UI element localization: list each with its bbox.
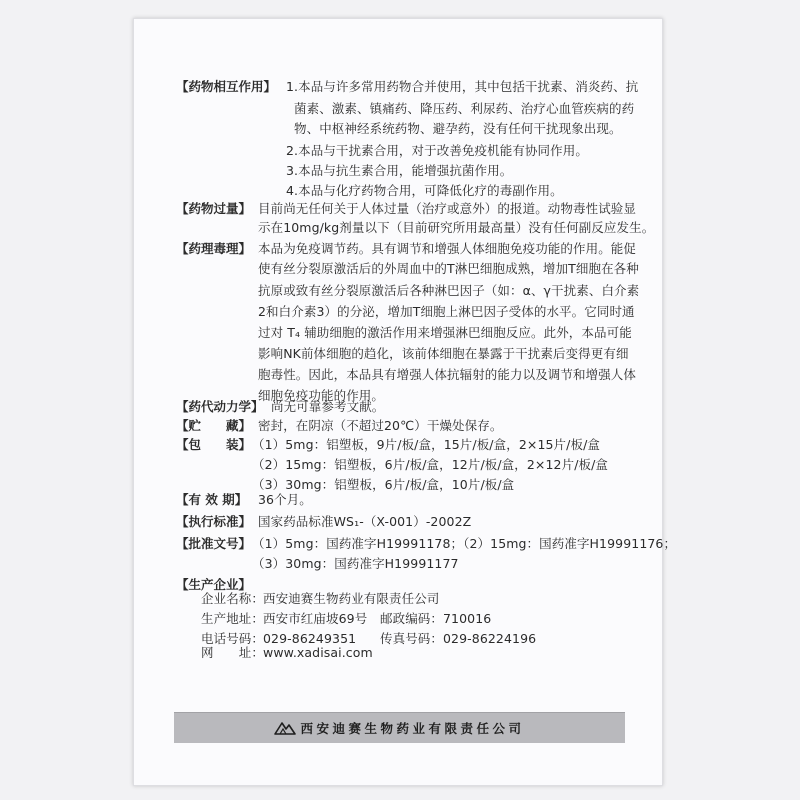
heading-packaging: 【包 装】 — [176, 437, 252, 452]
heading-validity: 【有 效 期】 — [176, 492, 248, 507]
fax-value: 029-86224196 — [443, 631, 537, 646]
company-name: 西安迪赛生物药业有限责任公司 — [263, 591, 440, 606]
interactions-line: 3.本品与抗生素合用，能增强抗菌作用。 — [286, 163, 513, 178]
heading-storage: 【贮 藏】 — [176, 418, 252, 433]
heading-standard: 【执行标准】 — [176, 514, 252, 529]
pharmacology-line: 过对 T₄ 辅助细胞的激活作用来增强淋巴细胞反应。此外，本品可能 — [258, 325, 632, 340]
interactions-line: 菌素、激素、镇痛药、降压药、利尿药、治疗心血管疾病的药 — [294, 101, 635, 116]
packaging-line: （3）30mg：铝塑板，6片/板/盒，10片/板/盒 — [252, 477, 515, 492]
pharmacokinetics-text: 尚无可靠参考文献。 — [271, 399, 385, 414]
packaging-line: （1）5mg：铝塑板，9片/板/盒，15片/板/盒，2×15片/板/盒 — [252, 437, 600, 452]
interactions-line: 物、中枢神经系统药物、避孕药，没有任何干扰现象出现。 — [294, 121, 622, 136]
heading-pharmacology: 【药理毒理】 — [176, 241, 252, 256]
address-value: 西安市红庙坡69号 — [263, 611, 368, 626]
mountain-logo-icon — [274, 721, 296, 735]
leaflet-page — [133, 18, 677, 786]
overdose-line: 目前尚无任何关于人体过量（治疗或意外）的报道。动物毒性试验显 — [258, 201, 637, 216]
packaging-line: （2）15mg：铝塑板，6片/板/盒，12片/板/盒，2×12片/板/盒 — [252, 457, 609, 472]
heading-drug-interactions: 【药物相互作用】 — [176, 79, 277, 94]
storage-text: 密封，在阴凉（不超过20℃）干燥处保存。 — [258, 418, 503, 433]
phone-label: 电话号码： — [201, 631, 265, 646]
heading-pharmacokinetics: 【药代动力学】 — [176, 399, 264, 414]
pharmacology-line: 胞毒性。因此，本品具有增强人体抗辐射的能力以及调节和增强人体 — [258, 367, 637, 382]
pharmacology-line: 抗原或致有丝分裂原激活后各种淋巴因子（如：α、γ干扰素、白介素 — [258, 283, 640, 298]
postcode-value: 710016 — [443, 611, 492, 626]
approval-line: （3）30mg：国药准字H19991177 — [252, 556, 459, 571]
pharmacology-line: 本品为免疫调节药。具有调节和增强人体细胞免疫功能的作用。能促 — [258, 241, 637, 256]
pharmacology-line: 细胞免疫功能的作用。 — [258, 388, 385, 403]
heading-overdose: 【药物过量】 — [176, 201, 252, 216]
fax-label: 传真号码： — [380, 631, 444, 646]
interactions-line: 4.本品与化疗药物合用，可降低化疗的毒副作用。 — [286, 183, 563, 198]
footer-company-bar — [174, 712, 625, 743]
postcode-label: 邮政编码： — [380, 611, 444, 626]
overdose-line: 示在10mg/kg剂量以下（目前研究所用最高量）没有任何副反应发生。 — [258, 220, 655, 235]
interactions-line: 2.本品与干扰素合用，对于改善免疫机能有协同作用。 — [286, 143, 588, 158]
pharmacology-line: 使有丝分裂原激活后的外周血中的T淋巴细胞成熟，增加T细胞在各种 — [258, 261, 639, 276]
company-label: 企业名称： — [201, 591, 265, 606]
validity-text: 36个月。 — [258, 492, 312, 507]
interactions-line: 1.本品与许多常用药物合并使用，其中包括干扰素、消炎药、抗 — [286, 79, 639, 94]
website-label: 网 址： — [201, 645, 265, 660]
address-label: 生产地址： — [201, 611, 265, 626]
phone-value: 029-86249351 — [263, 631, 357, 646]
footer-company-name: 西安迪赛生物药业有限责任公司 — [300, 721, 525, 736]
standard-text: 国家药品标准WS₁-（X-001）-2002Z — [258, 514, 472, 529]
website-value: www.xadisai.com — [263, 645, 373, 660]
pharmacology-line: 2和白介素3）的分泌，增加T细胞上淋巴因子受体的水平。它同时通 — [258, 304, 635, 319]
heading-approval: 【批准文号】 — [176, 536, 252, 551]
pharmacology-line: 影响NK前体细胞的趋化，该前体细胞在暴露于干扰素后变得更有细 — [258, 346, 629, 361]
heading-manufacturer: 【生产企业】 — [176, 577, 252, 592]
approval-line: （1）5mg：国药准字H19991178；（2）15mg：国药准字H19991176； — [252, 536, 677, 551]
